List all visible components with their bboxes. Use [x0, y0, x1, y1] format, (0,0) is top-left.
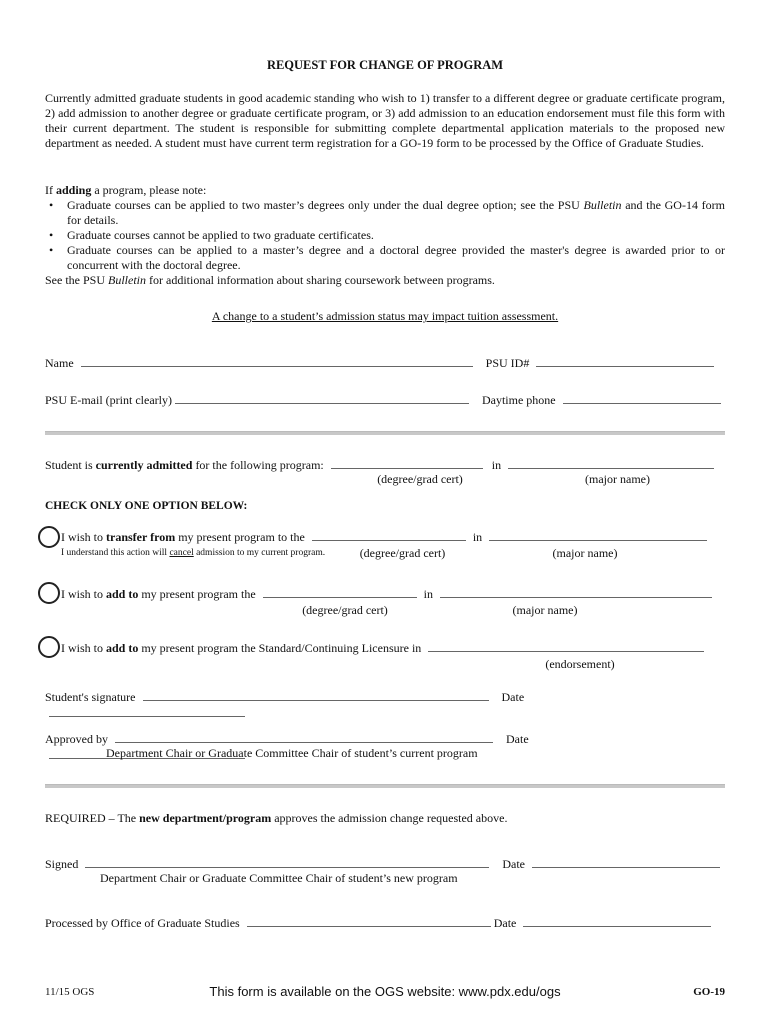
transfer-degree-caption: (degree/grad cert) [359, 546, 446, 560]
signed-caption: Department Chair or Graduate Committee Chair of student’s new program [100, 871, 458, 885]
signature-label: Student's signature [45, 690, 136, 704]
endorsement-caption: (endorsement) [545, 657, 615, 671]
current-degree-field[interactable] [331, 457, 483, 469]
approved-label: Approved by [45, 732, 108, 746]
name-row [45, 355, 725, 373]
current-program-row: Student is currently admitted for the following program: in [45, 457, 725, 475]
phone-label: Daytime phone [481, 393, 556, 407]
adding-note [45, 183, 725, 288]
intro-paragraph [45, 91, 725, 151]
check-heading: CHECK ONLY ONE OPTION BELOW: [45, 500, 248, 512]
transfer-row: I wish to transfer from my present program to the in [61, 529, 726, 547]
date-label: Date [502, 857, 525, 871]
signature-date-field[interactable] [49, 705, 245, 717]
add-degree-caption: (degree/grad cert) [302, 603, 388, 617]
add-program-radio[interactable] [38, 582, 60, 604]
processed-label: Processed by Office of Graduate Studies [45, 916, 240, 930]
add-major-field[interactable] [440, 586, 712, 598]
signed-label: Signed [45, 857, 79, 871]
adding-bold: adding [56, 183, 92, 197]
footer-website: This form is available on the OGS website: www.pdx.edu/ogs [209, 984, 561, 999]
endorsement-field[interactable] [428, 640, 704, 652]
transfer-degree-field[interactable] [312, 529, 466, 541]
student-signature-row [45, 689, 725, 707]
processed-field[interactable] [247, 915, 491, 927]
processed-date-field[interactable] [523, 915, 711, 927]
current-major-field[interactable] [508, 457, 714, 469]
in-label: in [491, 458, 502, 472]
bullet-item: • Graduate courses can be applied to two master’s degrees only under the dual degree option; see the PSU Bulletin and the GO-14 form for details. [45, 198, 725, 228]
transfer-bold: transfer from [106, 530, 176, 544]
add-licensure-bold: add to [106, 641, 139, 655]
date-label: Date [506, 732, 529, 746]
divider [45, 431, 725, 435]
phone-field[interactable] [563, 392, 721, 404]
date-label: Date [501, 690, 525, 704]
footer-version: 11/15 OGS [45, 986, 95, 998]
bullet-item: • Graduate courses can be applied to a master’s degree and a doctoral degree provided the master's degree is awarded prior to or concurrent with the doctoral degree. [45, 243, 725, 273]
adding-bullet-list [45, 198, 725, 273]
bullet-item: • Graduate courses cannot be applied to two graduate certificates. [45, 228, 725, 243]
adding-note-heading: If adding a program, please note: [45, 183, 207, 197]
name-label: Name [45, 356, 74, 370]
signature-field[interactable] [143, 689, 489, 701]
add-degree-field[interactable] [263, 586, 417, 598]
cancel-note: I understand this action will cancel admission to my current program. [61, 548, 326, 558]
divider [45, 784, 725, 788]
psu-id-field[interactable] [536, 355, 714, 367]
add-program-row: I wish to add to my present program the in [61, 586, 726, 604]
in-label: in [423, 587, 433, 601]
required-line: REQUIRED – The new department/program approves the admission change requested above. [45, 811, 508, 825]
email-label: PSU E-mail (print clearly) [45, 393, 172, 407]
current-degree-caption: (degree/grad cert) [377, 472, 463, 486]
current-major-caption: (major name) [585, 472, 650, 486]
approved-caption: Department Chair or Graduate Committee Chair of student’s current program [106, 746, 478, 760]
transfer-radio[interactable] [38, 526, 60, 548]
tuition-notice: A change to a student’s admission status may impact tuition assessment. [211, 309, 559, 323]
see-bulletin-line: See the PSU Bulletin for additional information about sharing coursework between programs. [45, 273, 495, 287]
name-field[interactable] [81, 355, 473, 367]
required-bold: new department/program [139, 811, 272, 825]
psu-id-label: PSU ID# [485, 356, 530, 370]
add-licensure-radio[interactable] [38, 636, 60, 658]
transfer-major-field[interactable] [489, 529, 707, 541]
current-bold: currently admitted [95, 458, 193, 472]
add-licensure-row: I wish to add to my present program the Standard/Continuing Licensure in [61, 640, 726, 658]
intro-text: Currently admitted graduate students in good academic standing who wish to 1) transfer to a different degree or graduate certificate program, 2) add admission to another degree or graduate certificate program, or 3) add admission to an education endorsement must file this form with their current department. The student is responsible for submitting complete departmental application materials to the proposed new department as needed. A student must have current term registration for a GO-19 form to be processed by the Office of Graduate Studies. [45, 91, 725, 150]
in-label: in [472, 530, 483, 544]
approved-field[interactable] [115, 731, 493, 743]
date-label: Date [493, 916, 517, 930]
add-major-caption: (major name) [512, 603, 578, 617]
email-row [45, 392, 725, 410]
transfer-major-caption: (major name) [552, 546, 618, 560]
email-field[interactable] [175, 392, 469, 404]
signed-date-field[interactable] [532, 856, 720, 868]
footer-form-code: GO-19 [693, 986, 725, 998]
processed-row [45, 915, 725, 933]
add-program-bold: add to [106, 587, 139, 601]
form-title: REQUEST FOR CHANGE OF PROGRAM [266, 58, 504, 72]
signed-field[interactable] [85, 856, 489, 868]
